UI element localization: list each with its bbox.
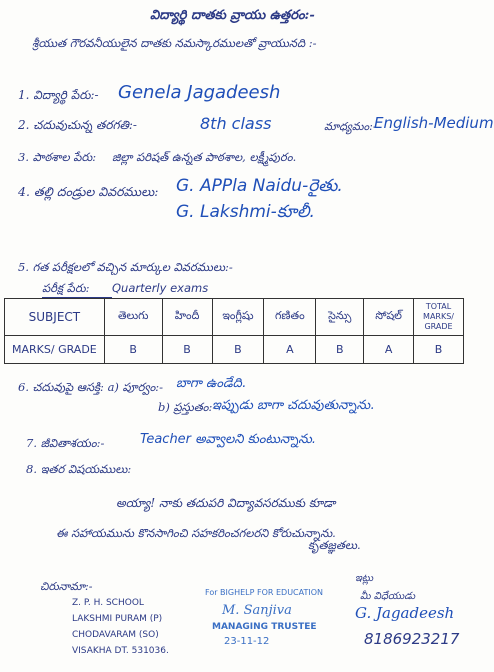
- phone-number: 8186923217: [364, 630, 460, 648]
- table-header-cell: సోషల్: [364, 299, 414, 336]
- table-row-label: MARKS/ GRADE: [5, 336, 105, 364]
- table-header-cell: సైన్సు: [316, 299, 364, 336]
- stamp-signature: M. Sanjiva: [222, 603, 292, 618]
- grade-cell: B: [162, 336, 212, 364]
- stamp-org: For BIGHELP FOR EDUCATION: [205, 588, 324, 597]
- stamp-role: MANAGING TRUSTEE: [212, 622, 317, 632]
- goal-value: Teacher అవ్వాలని కుంటున్నాను.: [140, 432, 317, 447]
- letter-title: విద్యార్థి దాతకు వ్రాయు ఉత్తరం:-: [150, 8, 315, 23]
- other-label: 8. ఇతర విషయములు:: [26, 462, 132, 476]
- school-label: 3. పాఠశాల పేరు:: [18, 150, 97, 164]
- goal-label: 7. జీవితాశయం:-: [26, 436, 105, 450]
- grade-cell: B: [316, 336, 364, 364]
- father-value: G. APPla Naidu-రైతు.: [176, 176, 343, 196]
- class-label: 2. చదువుచున్న తరగతి:-: [18, 118, 137, 132]
- salutation: శ్రీయుత గౌరవనీయులైన దాతకు నమస్కారములతో వ్రాయునది :-: [32, 36, 317, 50]
- table-header-row: [5, 299, 464, 336]
- address-label: చిరునామా:-: [40, 580, 93, 593]
- other-line-2: ఈ సహాయమును కొనసాగించి సహకరించగలరని కోరుచున్నాను.: [56, 526, 336, 540]
- table-header-cell: తెలుగు: [104, 299, 162, 336]
- interest-present-value: ఇప్పుడు బాగా చదువుతున్నాను.: [212, 398, 375, 413]
- interest-past-label: a) పూర్వం:-: [107, 380, 164, 394]
- table-header-cell: SUBJECT: [5, 299, 105, 336]
- mother-value: G. Lakshmi-కూలీ.: [176, 202, 315, 222]
- medium-value: English-Medium: [374, 114, 494, 132]
- table-header-cell: గణితం: [264, 299, 316, 336]
- grade-cell: B: [212, 336, 264, 364]
- parents-label: 4. తల్లి దండ్రుల వివరములు:: [18, 184, 159, 199]
- signoff-line-1: ఇట్లు: [355, 573, 374, 584]
- name-value: Genela Jagadeesh: [118, 82, 281, 103]
- interest-label: [18, 380, 163, 397]
- grade-cell: A: [364, 336, 414, 364]
- address-line: CHODAVARAM (SO): [72, 630, 159, 640]
- table-row: [5, 336, 464, 364]
- medium-label: మాధ్యమం:-: [324, 120, 377, 133]
- school-value: జిల్లా పరిషత్ ఉన్నత పాఠశాల, లక్ష్మీపురం.: [112, 150, 297, 164]
- address-line: LAKSHMI PURAM (P): [72, 614, 163, 624]
- thanks-line: కృతజ్ఞతలు.: [308, 538, 361, 552]
- grade-cell: B: [104, 336, 162, 364]
- interest-present-label: b) ప్రస్తుతం:-: [158, 400, 217, 414]
- name-label: 1. విద్యార్థి పేరు:-: [18, 88, 99, 102]
- stamp-date: 23-11-12: [224, 636, 270, 647]
- interest-heading: 6. చదువుపై ఆసక్తి:: [18, 380, 104, 394]
- grade-cell: A: [264, 336, 316, 364]
- marks-section-label: 5. గత పరీక్షలలో వచ్చిన మార్కుల వివరములు:-: [18, 260, 233, 274]
- address-line: Z. P. H. SCHOOL: [72, 598, 144, 608]
- other-line-1: అయ్యా! నాకు తదుపరి విద్యావసరముకు కూడా: [116, 496, 336, 510]
- interest-past-value: బాగా ఉండేది.: [176, 376, 246, 391]
- class-value: 8th class: [200, 114, 272, 133]
- marks-table: [4, 298, 464, 364]
- signoff-line-2: మీ విధేయుడు: [360, 591, 416, 602]
- table-header-cell: ఇంగ్లీషు: [212, 299, 264, 336]
- exam-value: Quarterly exams: [112, 281, 209, 295]
- table-header-cell: హిందీ: [162, 299, 212, 336]
- exam-label: పరీక్ష పేరు:: [42, 281, 90, 295]
- signature-name: G. Jagadeesh: [355, 604, 455, 622]
- grade-cell: B: [414, 336, 464, 364]
- address-line: VISAKHA DT. 531036.: [72, 646, 169, 656]
- table-header-cell: TOTAL MARKS/ GRADE: [414, 299, 464, 336]
